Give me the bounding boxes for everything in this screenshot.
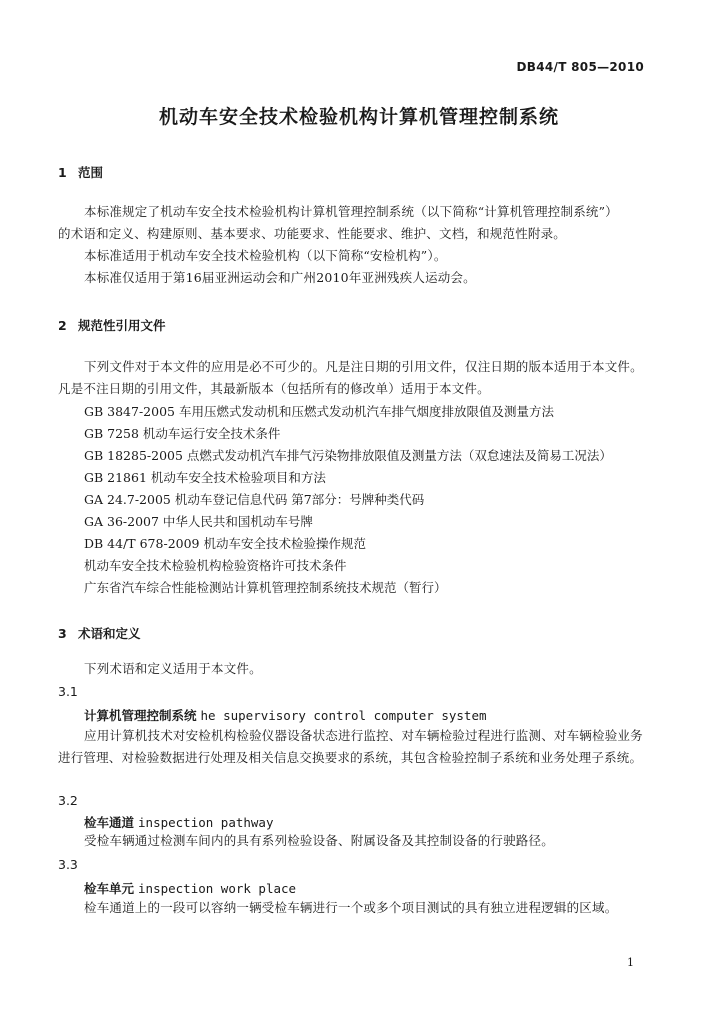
term-number: 3.2 [58, 793, 78, 808]
term-en: inspection work place [138, 881, 297, 896]
section-3-heading [58, 624, 141, 642]
section-title: 范围 [78, 165, 104, 180]
term-heading [84, 879, 296, 897]
reference-item: GB 3847-2005 车用压燃式发动机和压燃式发动机汽车排气烟度排放限值及测量方法 [84, 404, 554, 419]
reference-item: 广东省汽车综合性能检测站计算机管理控制系统技术规范（暂行） [84, 580, 447, 595]
s1-paragraph-1-line-2: 的术语和定义、构建原则、基本要求、功能要求、性能要求、维护、文档，和规范性附录。 [58, 226, 567, 241]
reference-item: GB 18285-2005 点燃式发动机汽车排气污染物排放限值及测量方法（双怠速法及简易工况法） [84, 448, 612, 463]
term-definition: 检车通道上的一段可以容纳一辆受检车辆进行一个或多个项目测试的具有独立进程逻辑的区域。 [84, 900, 618, 915]
page-number: 1 [627, 956, 634, 969]
term-cn: 检车单元 [84, 881, 135, 896]
s2-paragraph-line-1: 下列文件对于本文件的应用是必不可少的。凡是注日期的引用文件，仅注日期的版本适用于本文件。 [84, 359, 643, 374]
section-number: 2 [58, 318, 67, 333]
section-title: 规范性引用文件 [78, 318, 166, 333]
term-definition: 应用计算机技术对安检机构检验仪器设备状态进行监控、对车辆检验过程进行监测、对车辆检验业务进行管理、对检验数据进行处理及相关信息交换要求的系统，其包含检验控制子系统和业务处理子系统。 [58, 728, 643, 765]
s1-paragraph-2: 本标准适用于机动车安全技术检验机构（以下简称“安检机构”）。 [84, 248, 447, 263]
term-definition: 受检车辆通过检测车间内的具有系列检验设备、附属设备及其控制设备的行驶路径。 [84, 833, 554, 848]
term-en: he supervisory control computer system [200, 708, 487, 723]
section-title: 术语和定义 [78, 626, 141, 641]
section-number: 3 [58, 626, 67, 641]
reference-item: DB 44/T 678-2009 机动车安全技术检验操作规范 [84, 536, 366, 551]
s2-paragraph-line-2: 凡是不注日期的引用文件，其最新版本（包括所有的修改单）适用于本文件。 [58, 381, 490, 396]
reference-item: GB 21861 机动车安全技术检验项目和方法 [84, 470, 326, 485]
term-heading [84, 813, 273, 831]
standard-code: DB44/T 805—2010 [516, 60, 644, 74]
section-2-heading [58, 316, 166, 334]
term-en: inspection pathway [138, 815, 274, 830]
section-1-heading [58, 163, 103, 181]
term-cn: 计算机管理控制系统 [84, 708, 197, 723]
reference-item: GB 7258 机动车运行安全技术条件 [84, 426, 281, 441]
term-number: 3.3 [58, 857, 78, 872]
s1-paragraph-1-line-1: 本标准规定了机动车安全技术检验机构计算机管理控制系统（以下简称“计算机管理控制系统”） [84, 204, 618, 219]
document-title: 机动车安全技术检验机构计算机管理控制系统 [158, 106, 559, 128]
reference-item: 机动车安全技术检验机构检验资格许可技术条件 [84, 558, 347, 573]
section-number: 1 [58, 165, 67, 180]
reference-item: GA 36-2007 中华人民共和国机动车号牌 [84, 514, 313, 529]
reference-item: GA 24.7-2005 机动车登记信息代码 第7部分：号牌种类代码 [84, 492, 425, 507]
term-number: 3.1 [58, 684, 78, 699]
term-heading [84, 706, 487, 724]
term-cn: 检车通道 [84, 815, 135, 830]
s1-paragraph-3: 本标准仅适用于第16届亚洲运动会和广州2010年亚洲残疾人运动会。 [84, 270, 476, 285]
s3-intro: 下列术语和定义适用于本文件。 [84, 661, 262, 676]
